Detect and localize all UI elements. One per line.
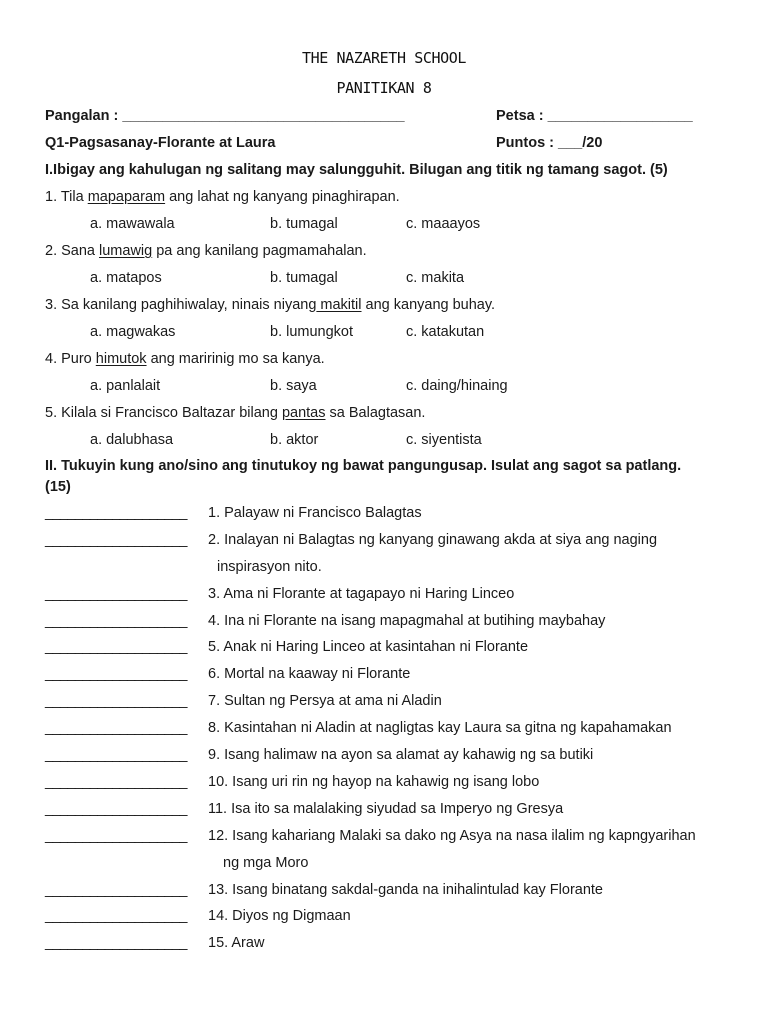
mc-question (45, 351, 325, 367)
identification-item: 3. Ama ni Florante at tagapayo ni Haring Linceo (208, 586, 515, 602)
identification-item: 4. Ina ni Florante na isang mapagmahal at butihing maybahay (208, 613, 606, 629)
identification-item: 7. Sultan ng Persya at ama ni Aladin (208, 693, 442, 709)
choice-c[interactable]: c. maaayos (406, 216, 481, 232)
identification-item: 6. Mortal na kaaway ni Florante (208, 666, 411, 682)
choice-b[interactable]: b. aktor (270, 432, 319, 448)
underlined-word: mapaparam (87, 189, 166, 205)
mc-question (45, 243, 367, 259)
score-field (496, 135, 602, 151)
question-text: pa ang kanilang pagmamahalan. (152, 243, 367, 259)
answer-blank[interactable]: ___________________ (45, 505, 187, 521)
choice-c[interactable]: c. katakutan (406, 324, 485, 340)
question-text: 2. Sana (45, 243, 100, 259)
answer-blank[interactable]: ___________________ (45, 639, 187, 655)
choice-a[interactable]: a. mawawala (90, 216, 175, 232)
answer-blank[interactable]: ___________________ (45, 693, 187, 709)
identification-item: 15. Araw (208, 935, 265, 951)
underlined-word: pantas (281, 405, 326, 421)
part2-instructions-line1: II. Tukuyin kung ano/sino ang tinutukoy ng bawat pangungusap. Isulat ang sagot sa patlang. (45, 458, 682, 474)
choice-c[interactable]: c. siyentista (406, 432, 482, 448)
mc-question (45, 189, 400, 205)
identification-item-continued: ng mga Moro (223, 855, 309, 871)
identification-item: 11. Isa ito sa malalaking siyudad sa Imperyo ng Gresya (208, 801, 564, 817)
answer-blank[interactable]: ___________________ (45, 532, 187, 548)
date-blank[interactable]: __________________ (547, 108, 693, 124)
answer-blank[interactable]: ___________________ (45, 935, 187, 951)
underlined-word: makitil (316, 297, 362, 313)
question-text: ang lahat ng kanyang pinaghirapan. (165, 189, 400, 205)
identification-item: 12. Isang kahariang Malaki sa dako ng Asya na nasa ilalim ng kapngyarihan (208, 828, 696, 844)
choice-c[interactable]: c. daing/hinaing (406, 378, 508, 394)
answer-blank[interactable]: ___________________ (45, 747, 187, 763)
identification-item: 2. Inalayan ni Balagtas ng kanyang ginawang akda at siya ang naging (208, 532, 658, 548)
identification-item: 13. Isang binatang sakdal-ganda na inihalintulad kay Florante (208, 882, 603, 898)
answer-blank[interactable]: ___________________ (45, 613, 187, 629)
identification-item: 5. Anak ni Haring Linceo at kasintahan ni Florante (208, 639, 529, 655)
choice-a[interactable]: a. magwakas (90, 324, 176, 340)
name-field (45, 108, 405, 124)
answer-blank[interactable]: ___________________ (45, 586, 187, 602)
answer-blank[interactable]: ___________________ (45, 720, 187, 736)
question-text: ang kanyang buhay. (361, 297, 496, 313)
underlined-word: lumawig (99, 243, 153, 259)
choice-b[interactable]: b. tumagal (270, 270, 338, 286)
score-blank[interactable]: ___ (558, 135, 583, 151)
underlined-word: himutok (95, 351, 147, 367)
choice-a[interactable]: a. dalubhasa (90, 432, 174, 448)
question-text: 5. Kilala si Francisco Baltazar bilang (45, 405, 282, 421)
quiz-title: Q1-Pagsasanay-Florante at Laura (45, 135, 276, 151)
answer-blank[interactable]: ___________________ (45, 828, 187, 844)
name-label: Pangalan : (45, 108, 123, 124)
date-field (496, 108, 693, 124)
score-total: /20 (582, 135, 603, 151)
name-blank[interactable]: ___________________________________ (122, 108, 405, 124)
identification-item: 10. Isang uri rin ng hayop na kahawig ng isang lobo (208, 774, 540, 790)
identification-item-continued: inspirasyon nito. (217, 559, 322, 575)
part1-instructions: I.Ibigay ang kahulugan ng salitang may salungguhit. Bilugan ang titik ng tamang sagot. (5) (45, 162, 668, 178)
question-text: 3. Sa kanilang paghihiwalay, ninais niyang (45, 297, 317, 313)
identification-item: 1. Palayaw ni Francisco Balagtas (208, 505, 422, 521)
mc-question (45, 405, 425, 421)
choice-a[interactable]: a. matapos (90, 270, 162, 286)
question-text: 4. Puro (45, 351, 96, 367)
subject-title: PANITIKAN 8 (336, 79, 432, 97)
question-text: sa Balagtasan. (325, 405, 426, 421)
answer-blank[interactable]: ___________________ (45, 774, 187, 790)
part2-instructions-line2: (15) (45, 479, 71, 495)
school-name: THE NAZARETH SCHOOL (302, 49, 466, 67)
choice-c[interactable]: c. makita (406, 270, 465, 286)
answer-blank[interactable]: ___________________ (45, 666, 187, 682)
question-text: 1. Tila (45, 189, 88, 205)
question-text: ang maririnig mo sa kanya. (146, 351, 325, 367)
answer-blank[interactable]: ___________________ (45, 908, 187, 924)
identification-item: 8. Kasintahan ni Aladin at nagligtas kay Laura sa gitna ng kapahamakan (208, 720, 672, 736)
choice-a[interactable]: a. panlalait (90, 378, 161, 394)
answer-blank[interactable]: ___________________ (45, 801, 187, 817)
mc-question (45, 297, 495, 313)
date-label: Petsa : (496, 108, 548, 124)
identification-item: 9. Isang halimaw na ayon sa alamat ay kahawig ng sa butiki (208, 747, 594, 763)
choice-b[interactable]: b. lumungkot (270, 324, 354, 340)
choice-b[interactable]: b. saya (270, 378, 317, 394)
identification-item: 14. Diyos ng Digmaan (208, 908, 351, 924)
choice-b[interactable]: b. tumagal (270, 216, 338, 232)
answer-blank[interactable]: ___________________ (45, 882, 187, 898)
score-label: Puntos : (496, 135, 559, 151)
